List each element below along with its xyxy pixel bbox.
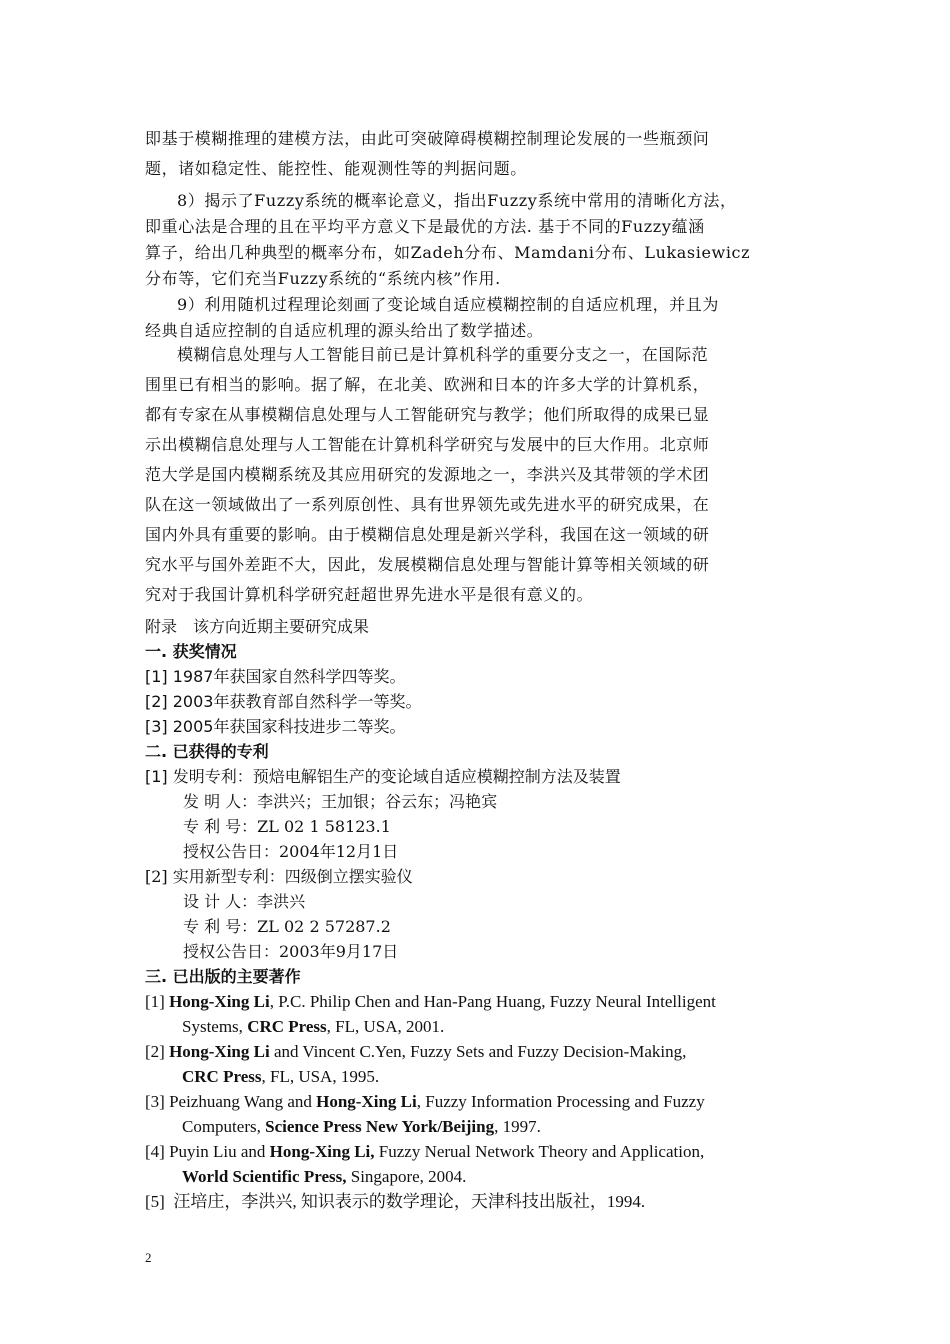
text-line: 9）利用随机过程理论刻画了变论域自适应模糊控制的自适应机理，并且为 bbox=[177, 295, 719, 314]
patent-number: 专 利 号：ZL 02 1 58123.1 bbox=[183, 817, 391, 836]
text-line: 即重心法是合理的且在平均平方意义下是最优的方法. 基于不同的Fuzzy蕴涵 bbox=[145, 217, 705, 236]
awards-heading: 一. 获奖情况 bbox=[145, 642, 237, 661]
publisher-name: Science Press New York/Beijing bbox=[265, 1117, 495, 1136]
book-item bbox=[145, 989, 810, 1039]
patents-heading: 二. 已获得的专利 bbox=[145, 742, 269, 761]
publisher-name: World Scientific Press, bbox=[182, 1167, 347, 1186]
author-name: Hong-Xing Li bbox=[169, 1042, 270, 1061]
book-item bbox=[145, 1039, 810, 1089]
ref-number: [1] bbox=[145, 992, 165, 1011]
publisher-name: 天津科技出版社 bbox=[470, 1192, 590, 1212]
ref-number: [4] bbox=[145, 1142, 165, 1161]
patent-date: 授权公告日：2003年9月17日 bbox=[183, 942, 399, 961]
ref-text: , 1997. bbox=[494, 1117, 541, 1136]
award-item: [1] 1987年获国家自然科学四等奖。 bbox=[145, 667, 406, 686]
text-line: 围里已有相当的影响。据了解，在北美、欧洲和日本的许多大学的计算机系， bbox=[145, 375, 710, 394]
text-line: 经典自适应控制的自适应机理的源头给出了数学描述。 bbox=[145, 321, 544, 340]
patent-inventors: 发 明 人：李洪兴；王加银；谷云东；冯艳宾 bbox=[183, 792, 498, 811]
text-line: 算子，给出几种典型的概率分布，如Zadeh分布、Mamdani分布、Lukasiewicz bbox=[145, 243, 751, 262]
patent-designer: 设 计 人：李洪兴 bbox=[183, 892, 306, 911]
appendix bbox=[145, 614, 810, 1214]
paragraph-modeling bbox=[145, 124, 810, 184]
text-line: 即基于模糊推理的建模方法，由此可突破障碍模糊控制理论发展的一些瓶颈问 bbox=[145, 129, 710, 148]
ref-text: Singapore, 2004. bbox=[346, 1167, 467, 1186]
author-name: 李洪兴 bbox=[241, 1192, 293, 1212]
publisher-name: CRC Press bbox=[247, 1017, 327, 1036]
ref-text: Peizhuang Wang and bbox=[169, 1092, 317, 1111]
text-line: 究水平与国外差距不大，因此，发展模糊信息处理与智能计算等相关领域的研 bbox=[145, 555, 710, 574]
award-item: [2] 2003年获教育部自然科学一等奖。 bbox=[145, 692, 422, 711]
book-item bbox=[145, 1139, 810, 1189]
patent-2: [2] 实用新型专利：四级倒立摆实验仪 bbox=[145, 867, 413, 886]
ref-text: Systems, bbox=[182, 1017, 248, 1036]
ref-text: and Vincent C.Yen, Fuzzy Sets and Fuzzy Decision-Making, bbox=[269, 1042, 687, 1061]
ref-text: ，1994. bbox=[589, 1192, 646, 1211]
ref-text: , FL, USA, 2001. bbox=[326, 1017, 445, 1036]
ref-text: Computers, bbox=[182, 1117, 266, 1136]
book-item bbox=[145, 1189, 810, 1214]
author-name: Hong-Xing Li bbox=[169, 992, 270, 1011]
patent-date: 授权公告日：2004年12月1日 bbox=[183, 842, 399, 861]
ref-number: [2] bbox=[145, 1042, 165, 1061]
paragraph-results bbox=[145, 188, 810, 344]
award-item: [3] 2005年获国家科技进步二等奖。 bbox=[145, 717, 406, 736]
books-heading: 三. 已出版的主要著作 bbox=[145, 967, 301, 986]
patent-number: 专 利 号：ZL 02 2 57287.2 bbox=[183, 917, 391, 936]
appendix-title: 附录 该方向近期主要研究成果 bbox=[145, 617, 370, 636]
ref-text: Fuzzy Nerual Network Theory and Application, bbox=[374, 1142, 705, 1161]
ref-text: 汪培庄， bbox=[173, 1192, 242, 1211]
author-name: Hong-Xing Li bbox=[316, 1092, 417, 1111]
ref-number: [5] bbox=[145, 1192, 165, 1211]
page-number: 2 bbox=[145, 1250, 152, 1265]
text-line: 题，诸如稳定性、能控性、能观测性等的判据问题。 bbox=[145, 159, 527, 178]
ref-number: [3] bbox=[145, 1092, 165, 1111]
author-name: Hong-Xing Li, bbox=[269, 1142, 375, 1161]
patent-1 bbox=[145, 764, 810, 789]
paragraph-significance bbox=[145, 340, 810, 610]
text-line: 示出模糊信息处理与人工智能在计算机科学研究与发展中的巨大作用。北京师 bbox=[145, 435, 710, 454]
text-line: 模糊信息处理与人工智能目前已是计算机科学的重要分支之一，在国际范 bbox=[177, 345, 709, 364]
patent-label: [1] 发明专利： bbox=[145, 767, 253, 786]
ref-text: , P.C. Philip Chen and Han-Pang Huang, Fuzzy Neural Intelligent bbox=[269, 992, 716, 1011]
publisher-name: CRC Press bbox=[182, 1067, 262, 1086]
book-item bbox=[145, 1089, 810, 1139]
patent-title: 预焙电解铝生产的变论域自适应模糊控制方法及装置 bbox=[252, 767, 621, 786]
ref-text: Puyin Liu and bbox=[169, 1142, 270, 1161]
text-line: 范大学是国内模糊系统及其应用研究的发源地之一，李洪兴及其带领的学术团 bbox=[145, 465, 710, 484]
text-line: 队在这一领域做出了一系列原创性、具有世界领先或先进水平的研究成果，在 bbox=[145, 495, 710, 514]
text-line: 都有专家在从事模糊信息处理与人工智能研究与教学；他们所取得的成果已显 bbox=[145, 405, 710, 424]
ref-text: , Fuzzy Information Processing and Fuzzy bbox=[416, 1092, 705, 1111]
text-line: 究对于我国计算机科学研究赶超世界先进水平是很有意义的。 bbox=[145, 585, 594, 604]
ref-text: , 知识表示的数学理论， bbox=[292, 1192, 471, 1211]
text-line: 8）揭示了Fuzzy系统的概率论意义，指出Fuzzy系统中常用的清晰化方法， bbox=[177, 191, 737, 210]
ref-text: , FL, USA, 1995. bbox=[261, 1067, 380, 1086]
text-line: 国内外具有重要的影响。由于模糊信息处理是新兴学科，我国在这一领域的研 bbox=[145, 525, 710, 544]
text-line: 分布等，它们充当Fuzzy系统的“系统内核”作用. bbox=[145, 269, 501, 288]
